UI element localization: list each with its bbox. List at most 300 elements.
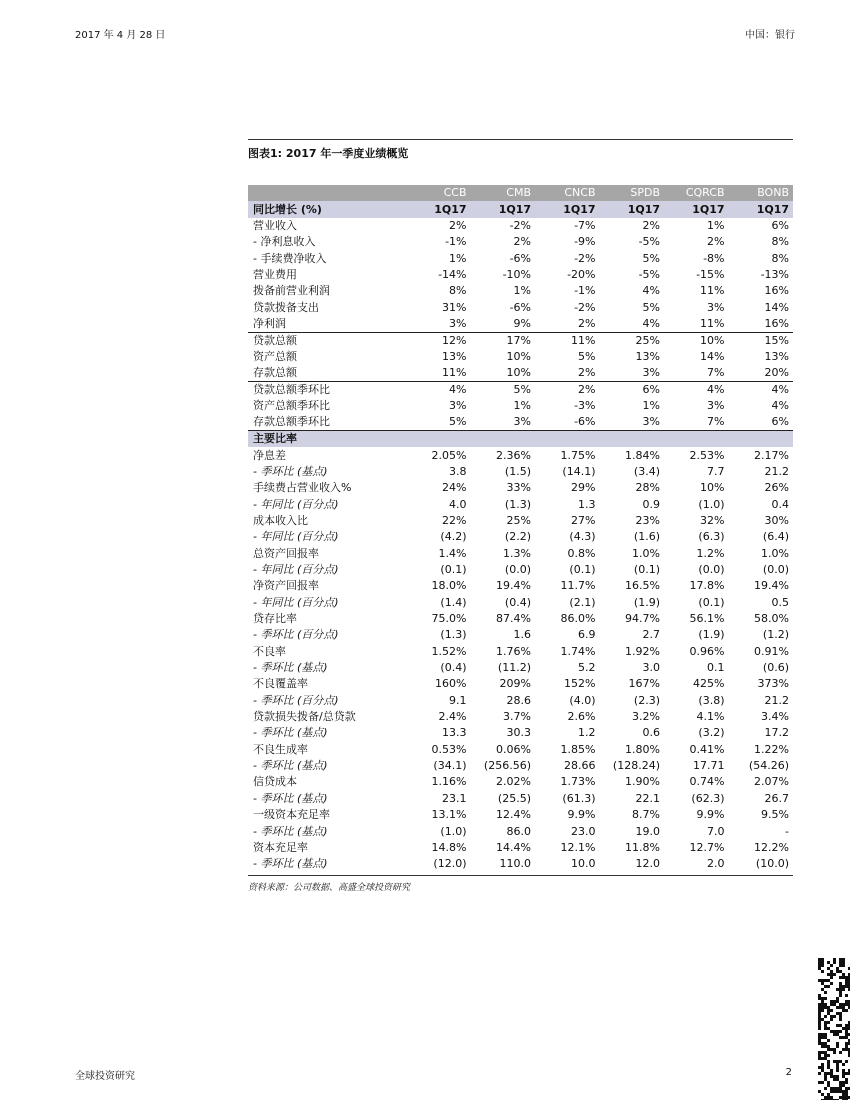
ratios-section-title: 主要比率	[248, 431, 793, 448]
row-value: 8.7%	[632, 808, 660, 822]
row-value: 209%	[499, 677, 531, 691]
row-value: 14%	[700, 349, 725, 363]
page-number: 2	[785, 1067, 792, 1078]
row-value: 425%	[693, 677, 725, 691]
row-value: (256.56)	[483, 759, 531, 773]
table-row	[248, 267, 793, 283]
results-table	[248, 185, 793, 872]
row-value: 14.8%	[431, 840, 467, 854]
row-value: 3.8	[449, 464, 467, 478]
row-value: -2%	[574, 251, 596, 265]
row-value: 6%	[771, 218, 789, 232]
row-value: 17.8%	[689, 579, 725, 593]
row-value: (1.3)	[504, 497, 531, 511]
row-value: 31%	[442, 300, 467, 314]
row-value: 12.7%	[689, 840, 725, 854]
row-value: (0.1)	[569, 563, 596, 577]
row-value: 10%	[506, 349, 531, 363]
row-value: (4.3)	[569, 530, 596, 544]
row-value: 0.91%	[754, 644, 789, 658]
row-value: 3%	[513, 415, 531, 429]
row-value: 1%	[513, 399, 531, 413]
row-value: 30.3	[506, 726, 531, 740]
row-value: 11%	[442, 366, 467, 380]
row-value: 1.73%	[560, 775, 596, 789]
row-value: 17.2	[764, 726, 789, 740]
row-value: 2.17%	[754, 448, 789, 462]
row-value: -	[785, 824, 789, 838]
table-row	[248, 464, 793, 480]
row-label: 成本收入比	[253, 513, 308, 527]
row-value: 1.74%	[560, 644, 596, 658]
exhibit-title: 图表1: 2017 年一季度业绩概览	[248, 147, 409, 160]
row-value: (1.9)	[698, 628, 725, 642]
table-row	[248, 513, 793, 529]
row-value: -2%	[509, 218, 531, 232]
row-label: - 季环比 (基点)	[253, 791, 328, 805]
row-value: 0.53%	[431, 742, 467, 756]
row-value: 18.0%	[431, 579, 467, 593]
row-value: (1.3)	[440, 628, 467, 642]
row-label: 资本充足率	[253, 840, 308, 854]
bank-name: SPDB	[600, 185, 665, 201]
period-header-row	[248, 201, 793, 217]
row-value: 87.4%	[496, 612, 531, 626]
row-label: 营业费用	[253, 267, 297, 281]
row-value: (2.3)	[633, 693, 660, 707]
row-value: (0.1)	[698, 595, 725, 609]
row-value: -10%	[502, 267, 531, 281]
row-value: (128.24)	[612, 759, 660, 773]
row-value: 8%	[449, 284, 467, 298]
row-value: 373%	[757, 677, 789, 691]
row-value: 6%	[600, 382, 665, 399]
table-row	[248, 332, 793, 349]
row-value: (0.6)	[762, 661, 789, 675]
row-value: 2%	[642, 218, 660, 232]
row-value: 4%	[642, 316, 660, 330]
row-label: - 季环比 (百分点)	[253, 628, 339, 642]
row-value: 5%	[642, 300, 660, 314]
row-value: 21.2	[764, 693, 789, 707]
row-value: 5%	[449, 415, 467, 429]
row-value: 19.4%	[496, 579, 531, 593]
row-value: 1.75%	[560, 448, 596, 462]
row-value: (3.2)	[698, 726, 725, 740]
row-value: 16%	[764, 316, 789, 330]
row-value: (54.26)	[748, 759, 789, 773]
row-value: 1.3	[578, 497, 596, 511]
row-label: - 季环比 (基点)	[253, 824, 328, 838]
row-value: 21.2	[764, 464, 789, 478]
row-label: 拨备前营业利润	[253, 284, 330, 298]
row-value: 1.84%	[625, 448, 660, 462]
row-value: 10%	[700, 481, 725, 495]
row-label: 手续费占营业收入%	[253, 481, 352, 495]
row-value: 3.7%	[503, 710, 531, 724]
row-value: 6.9	[578, 628, 596, 642]
row-value: 5%	[642, 251, 660, 265]
row-value: 28.66	[564, 759, 596, 773]
row-value: 86.0	[506, 824, 531, 838]
table-row	[248, 349, 793, 365]
source-note: 资料来源：公司数据、高盛全球投资研究	[248, 883, 411, 894]
table-row	[248, 316, 793, 333]
bank-name: BONB	[729, 185, 794, 201]
row-value: 12.4%	[496, 808, 531, 822]
row-value: 5%	[471, 382, 536, 399]
row-value: (4.0)	[569, 693, 596, 707]
row-value: 58.0%	[754, 612, 789, 626]
row-value: 1%	[707, 218, 725, 232]
row-label: - 季环比 (基点)	[253, 726, 328, 740]
table-row	[248, 693, 793, 709]
row-value: (11.2)	[497, 661, 531, 675]
row-value: 3%	[707, 300, 725, 314]
row-value: (6.3)	[698, 530, 725, 544]
row-value: 152%	[564, 677, 596, 691]
row-value: 3%	[449, 316, 467, 330]
row-value: 4%	[664, 382, 729, 399]
row-value: -15%	[696, 267, 725, 281]
row-value: 9%	[513, 316, 531, 330]
row-value: 2.4%	[438, 710, 467, 724]
table-row	[248, 791, 793, 807]
row-value: 2.02%	[496, 775, 531, 789]
row-value: 1.22%	[754, 742, 789, 756]
row-value: 7.7	[707, 464, 725, 478]
row-value: (14.1)	[562, 464, 596, 478]
table-row	[248, 807, 793, 823]
row-value: (0.4)	[440, 661, 467, 675]
row-value: 32%	[700, 513, 725, 527]
row-value: 110.0	[499, 857, 531, 871]
table-row	[248, 856, 793, 872]
row-value: 2.0	[707, 857, 725, 871]
row-value: 0.8%	[567, 546, 596, 560]
period-label: 1Q17	[664, 201, 729, 217]
row-label: 资产总额季环比	[253, 399, 330, 413]
row-value: 27%	[571, 513, 596, 527]
row-value: -13%	[760, 267, 789, 281]
row-value: 12.1%	[560, 840, 596, 854]
header-blank-cell	[248, 185, 406, 201]
row-label: - 年同比 (百分点)	[253, 530, 339, 544]
row-value: 56.1%	[689, 612, 725, 626]
row-value: 0.5	[771, 595, 789, 609]
row-value: 3.0	[642, 661, 660, 675]
row-value: 2%	[513, 235, 531, 249]
row-value: 86.0%	[560, 612, 596, 626]
row-value: 0.74%	[689, 775, 725, 789]
row-value: 19.4%	[754, 579, 789, 593]
row-value: -3%	[574, 399, 596, 413]
row-label: - 年同比 (百分点)	[253, 497, 339, 511]
row-label: - 年同比 (百分点)	[253, 595, 339, 609]
row-value: (1.0)	[698, 497, 725, 511]
row-value: 3%	[642, 366, 660, 380]
row-label: - 手续费净收入	[253, 251, 327, 265]
row-value: 1.52%	[431, 644, 467, 658]
row-value: 29%	[571, 481, 596, 495]
row-value: 9.1	[449, 693, 467, 707]
row-value: (3.4)	[633, 464, 660, 478]
row-value: 0.9	[642, 497, 660, 511]
row-label: - 年同比 (百分点)	[253, 563, 339, 577]
row-value: 22.1	[635, 791, 660, 805]
row-value: 10%	[664, 332, 729, 349]
bank-name: CCB	[406, 185, 471, 201]
row-value: 25%	[600, 332, 665, 349]
row-label: 贷款损失拨备/总贷款	[253, 710, 356, 724]
row-value: (12.0)	[433, 857, 467, 871]
row-value: 2.6%	[567, 710, 596, 724]
period-label: 1Q17	[406, 201, 471, 217]
row-value: 33%	[506, 481, 531, 495]
row-value: (61.3)	[562, 791, 596, 805]
row-label: 信贷成本	[253, 775, 297, 789]
row-value: 13.1%	[431, 808, 467, 822]
growth-section-title: 同比增长 (%)	[248, 201, 406, 217]
row-value: 13.3	[442, 726, 467, 740]
row-value: 3.2%	[632, 710, 660, 724]
row-value: -1%	[445, 235, 467, 249]
row-value: 11.8%	[625, 840, 660, 854]
row-value: 11%	[700, 284, 725, 298]
row-value: (0.1)	[633, 563, 660, 577]
row-value: 4%	[771, 399, 789, 413]
row-value: (1.9)	[633, 595, 660, 609]
row-value: 0.1	[707, 661, 725, 675]
row-label: - 季环比 (基点)	[253, 464, 328, 478]
row-value: 13%	[635, 349, 660, 363]
row-value: -8%	[703, 251, 725, 265]
row-label: 贷款总额	[248, 332, 406, 349]
row-value: 3%	[449, 399, 467, 413]
row-value: 25%	[506, 513, 531, 527]
row-value: 12.2%	[754, 840, 789, 854]
row-label: 总资产回报率	[253, 546, 319, 560]
row-value: 3.4%	[761, 710, 789, 724]
row-value: (0.4)	[504, 595, 531, 609]
row-value: -5%	[638, 235, 660, 249]
row-value: 23.1	[442, 791, 467, 805]
report-date: 2017 年 4 月 28 日	[75, 30, 166, 41]
row-value: 10.0	[571, 857, 596, 871]
period-label: 1Q17	[471, 201, 536, 217]
row-value: 20%	[764, 366, 789, 380]
row-value: 94.7%	[625, 612, 660, 626]
period-label: 1Q17	[600, 201, 665, 217]
row-label: 贷存比率	[253, 612, 297, 626]
bank-name: CMB	[471, 185, 536, 201]
ratios-header-row	[248, 431, 793, 448]
row-value: 4%	[406, 382, 471, 399]
row-value: 11%	[535, 332, 600, 349]
row-value: 23%	[635, 513, 660, 527]
row-value: 0.6	[642, 726, 660, 740]
bank-header-row	[248, 185, 793, 201]
row-value: 1.2	[578, 726, 596, 740]
row-value: -7%	[574, 218, 596, 232]
row-value: 167%	[628, 677, 660, 691]
row-value: 10%	[506, 366, 531, 380]
row-label: - 季环比 (基点)	[253, 661, 328, 675]
exhibit	[248, 139, 793, 893]
row-value: 23.0	[571, 824, 596, 838]
row-label: 不良率	[253, 644, 286, 658]
row-value: (6.4)	[762, 530, 789, 544]
period-label: 1Q17	[535, 201, 600, 217]
table-row	[248, 742, 793, 758]
row-value: 2.36%	[496, 448, 531, 462]
table-row	[248, 660, 793, 676]
row-value: 2.05%	[431, 448, 467, 462]
row-value: 1.4%	[438, 546, 467, 560]
row-value: (0.0)	[762, 563, 789, 577]
row-value: -14%	[438, 267, 467, 281]
bank-name: CNCB	[535, 185, 600, 201]
row-label: 贷款总额季环比	[248, 382, 406, 399]
row-label: 营业收入	[253, 218, 297, 232]
row-value: 1.92%	[625, 644, 660, 658]
report-section: 中国：银行	[745, 30, 795, 41]
period-label: 1Q17	[729, 201, 794, 217]
row-value: 4.0	[449, 497, 467, 511]
row-value: 2%	[578, 316, 596, 330]
table-row	[248, 562, 793, 578]
row-value: (3.8)	[698, 693, 725, 707]
table-row	[248, 774, 793, 790]
row-label: 净息差	[253, 448, 286, 462]
row-value: (1.0)	[440, 824, 467, 838]
row-value: 1.16%	[431, 775, 467, 789]
row-value: 19.0	[635, 824, 660, 838]
row-label: - 季环比 (基点)	[253, 759, 328, 773]
row-label: - 净利息收入	[253, 235, 316, 249]
row-value: 8%	[771, 251, 789, 265]
row-value: 13%	[442, 349, 467, 363]
table-row	[248, 398, 793, 414]
row-value: 11%	[700, 316, 725, 330]
row-value: 11.7%	[560, 579, 596, 593]
row-value: 4%	[642, 284, 660, 298]
row-value: 1%	[449, 251, 467, 265]
row-value: 8%	[771, 235, 789, 249]
table-row	[248, 250, 793, 266]
table-row	[248, 218, 793, 234]
row-label: - 季环比 (基点)	[253, 857, 328, 871]
table-row	[248, 365, 793, 382]
row-value: 24%	[442, 481, 467, 495]
row-value: 7%	[707, 366, 725, 380]
table-row	[248, 725, 793, 741]
row-value: 0.06%	[496, 742, 531, 756]
row-value: 1.90%	[625, 775, 660, 789]
row-label: 净利润	[253, 316, 286, 330]
row-value: (62.3)	[691, 791, 725, 805]
row-value: 30%	[764, 513, 789, 527]
table-row	[248, 283, 793, 299]
row-value: (25.5)	[497, 791, 531, 805]
row-value: 5.2	[578, 661, 596, 675]
row-value: 0.96%	[689, 644, 725, 658]
row-value: 2%	[535, 382, 600, 399]
table-row	[248, 578, 793, 594]
row-value: 14%	[764, 300, 789, 314]
row-value: (0.0)	[698, 563, 725, 577]
row-value: 12.0	[635, 857, 660, 871]
row-label: 不良覆盖率	[253, 677, 308, 691]
row-value: 22%	[442, 513, 467, 527]
table-row	[248, 546, 793, 562]
row-value: (2.1)	[569, 595, 596, 609]
table-row	[248, 299, 793, 315]
row-label: 一级资本充足率	[253, 808, 330, 822]
row-value: 3%	[707, 399, 725, 413]
row-value: (1.2)	[762, 628, 789, 642]
row-value: 1.76%	[496, 644, 531, 658]
qr-code	[818, 958, 850, 1100]
table-row	[248, 611, 793, 627]
row-value: -1%	[574, 284, 596, 298]
table-row	[248, 480, 793, 496]
table-row	[248, 627, 793, 643]
row-value: 2%	[578, 366, 596, 380]
row-value: 28.6	[506, 693, 531, 707]
row-value: (1.6)	[633, 530, 660, 544]
row-value: 1%	[513, 284, 531, 298]
row-value: -20%	[567, 267, 596, 281]
row-value: 16.5%	[625, 579, 660, 593]
row-value: 5%	[578, 349, 596, 363]
row-value: 13%	[764, 349, 789, 363]
row-value: 16%	[764, 284, 789, 298]
table-row	[248, 414, 793, 431]
table-row	[248, 447, 793, 463]
row-label: - 季环比 (百分点)	[253, 693, 339, 707]
row-value: 12%	[406, 332, 471, 349]
row-value: 3%	[642, 415, 660, 429]
row-value: 26%	[764, 481, 789, 495]
row-value: 2.53%	[689, 448, 725, 462]
row-value: (0.0)	[504, 563, 531, 577]
row-label: 不良生成率	[253, 742, 308, 756]
row-value: 2%	[707, 235, 725, 249]
row-value: (2.2)	[504, 530, 531, 544]
row-value: 2.07%	[754, 775, 789, 789]
table-row	[248, 840, 793, 856]
row-value: 2.7	[642, 628, 660, 642]
row-value: (10.0)	[755, 857, 789, 871]
row-value: 1.80%	[625, 742, 660, 756]
table-row	[248, 382, 793, 399]
row-value: (1.4)	[440, 595, 467, 609]
row-value: (1.5)	[504, 464, 531, 478]
row-value: 7.0	[707, 824, 725, 838]
row-value: 6%	[771, 415, 789, 429]
row-value: 4%	[729, 382, 794, 399]
row-value: -6%	[574, 415, 596, 429]
row-value: 15%	[729, 332, 794, 349]
table-row	[248, 823, 793, 839]
row-value: 0.4	[771, 497, 789, 511]
row-value: 1.85%	[560, 742, 596, 756]
table-row	[248, 595, 793, 611]
row-value: 75.0%	[431, 612, 467, 626]
table-row	[248, 529, 793, 545]
row-value: 4.1%	[696, 710, 725, 724]
